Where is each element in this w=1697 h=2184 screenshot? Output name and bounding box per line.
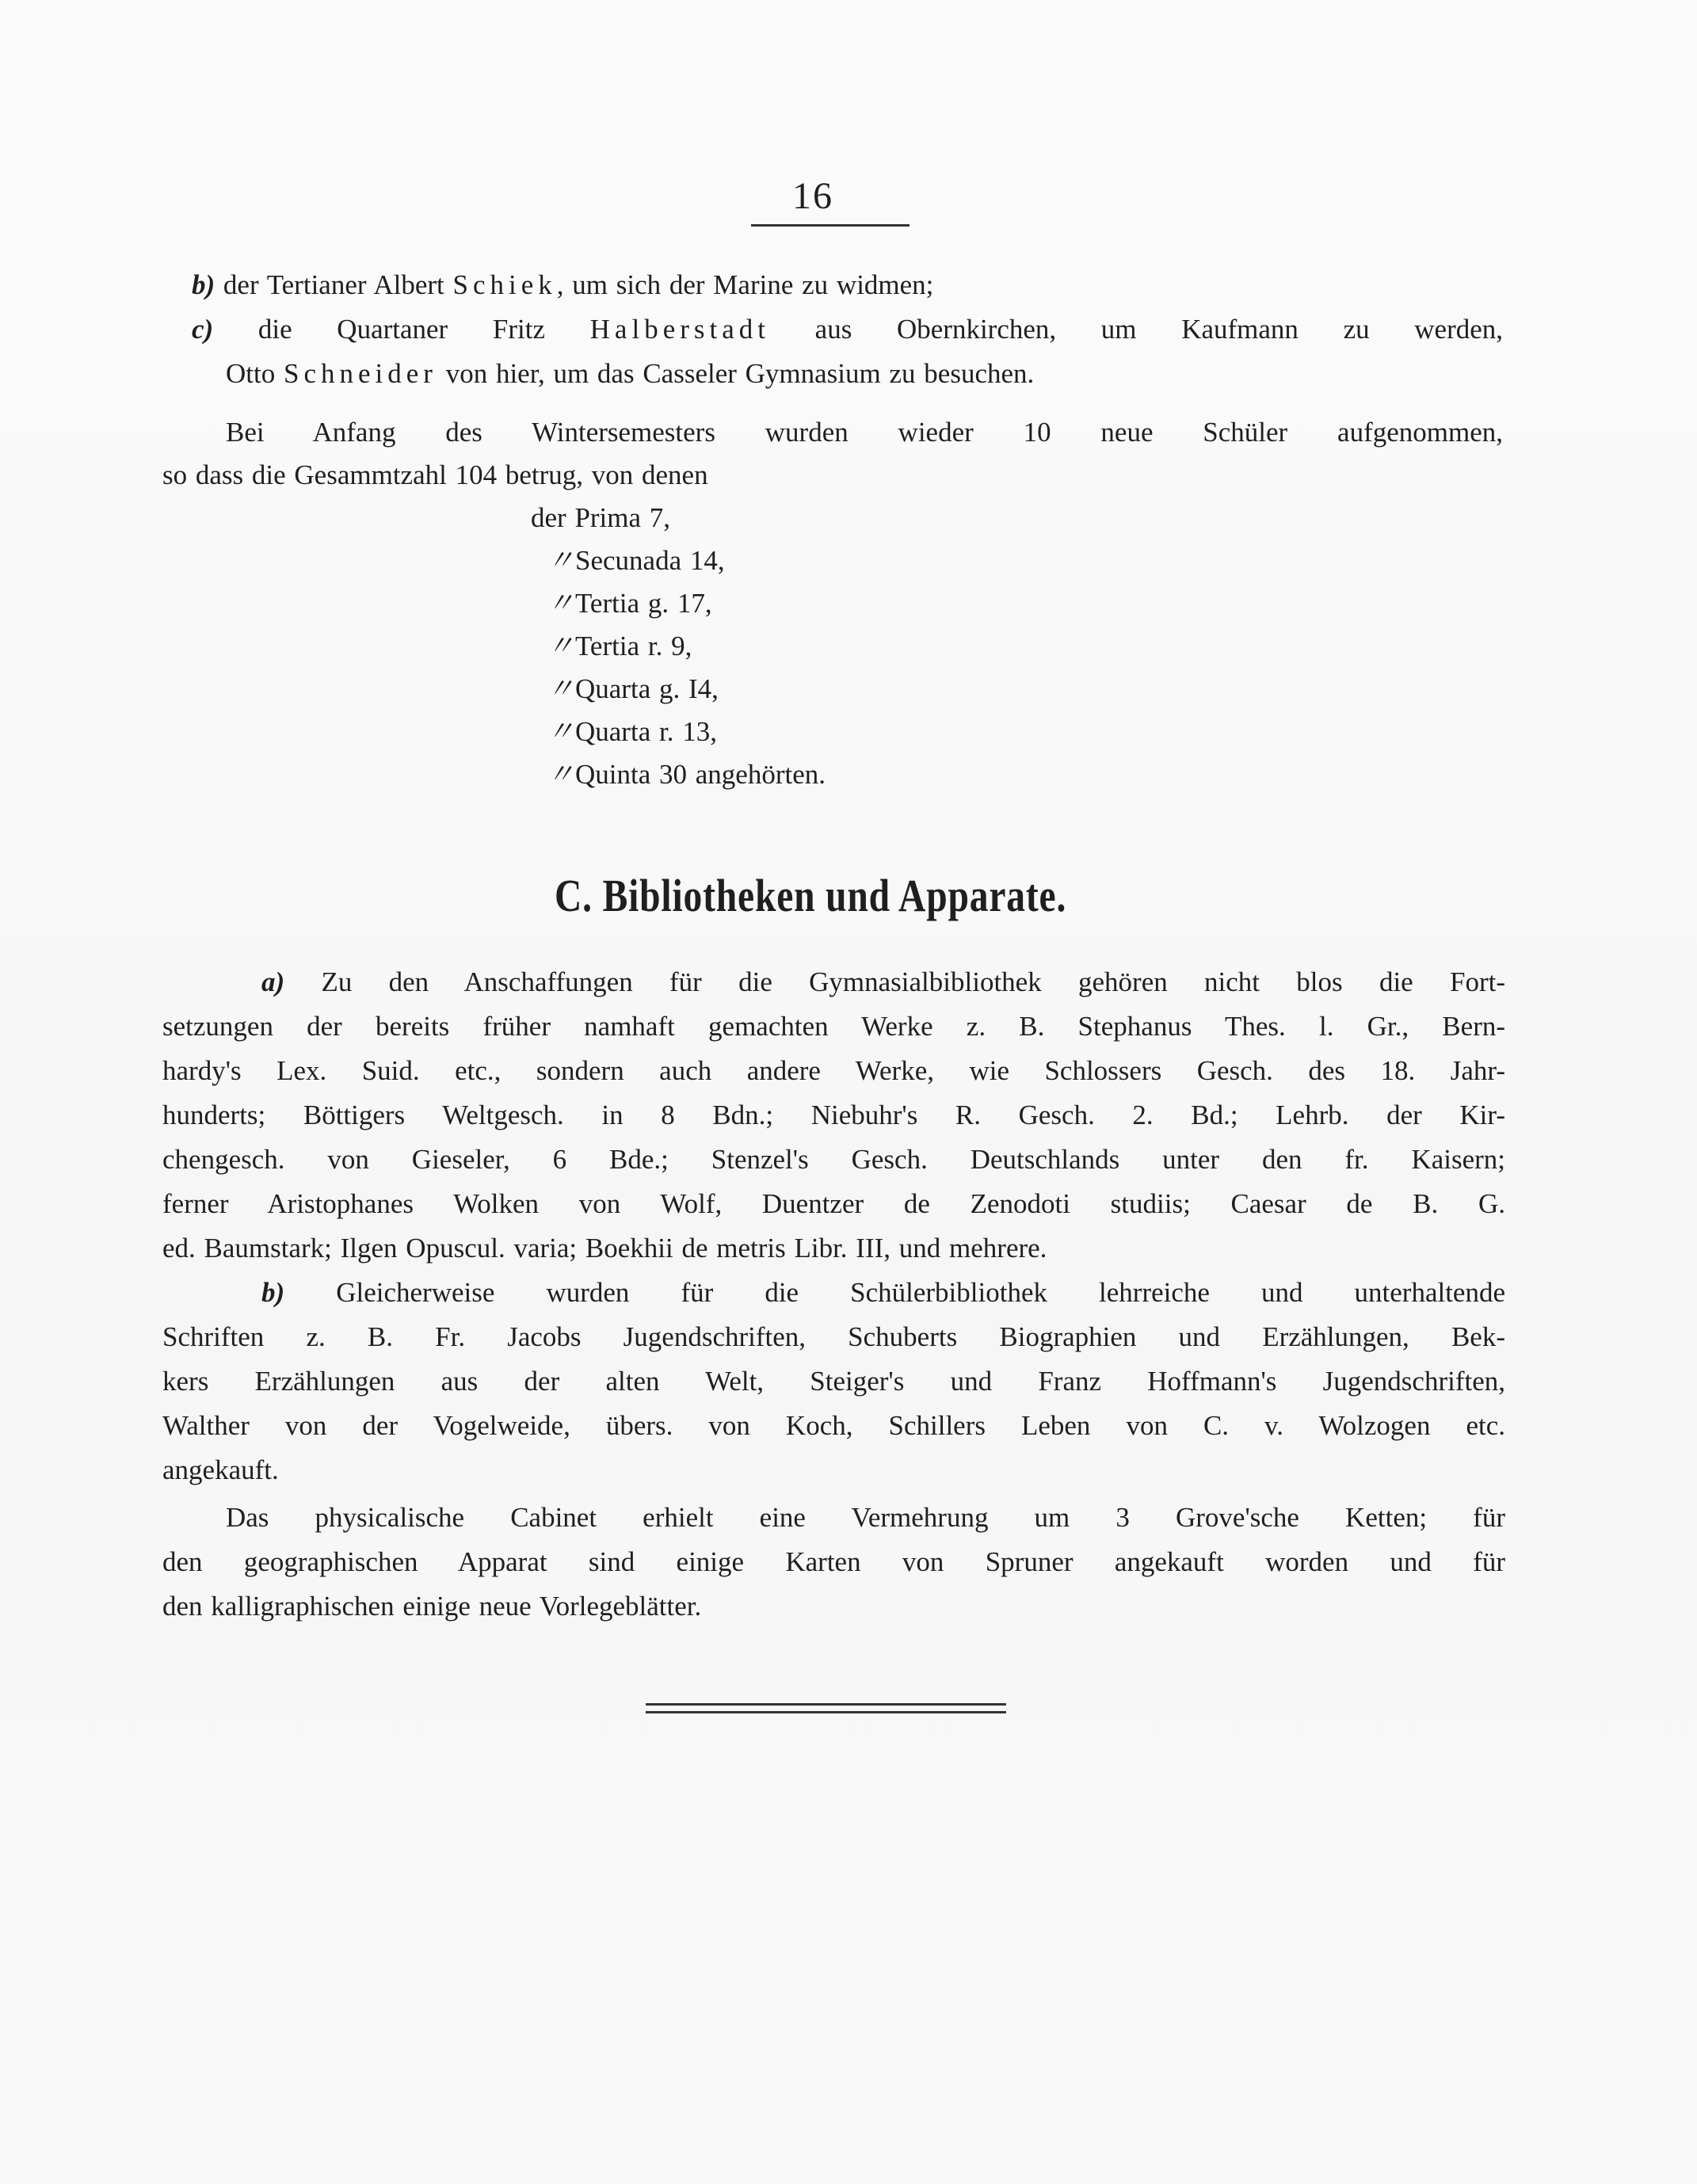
para-b-line (261, 1277, 1505, 1309)
class-list-text: Secunada 14, (575, 545, 725, 576)
para-a-line: hardy's Lex. Suid. etc., sondern auch andere Werke, wie Schlossers Gesch. des 18. Jahr- (162, 1055, 1505, 1086)
class-list-item (547, 631, 692, 662)
text-c2-post: von hier, um das Casseler Gymnasium zu besuchen. (445, 358, 1035, 389)
para-final-line: den kalligraphischen einige neue Vorlegeblätter. (162, 1591, 702, 1622)
item-label-a: a) (261, 966, 285, 997)
para-b-line: Schriften z. B. Fr. Jacobs Jugendschriften, Schuberts Biographien und Erzählungen, Bek- (162, 1321, 1505, 1352)
para-b-line: Walther von der Vogelweide, übers. von Koch, Schillers Leben von C. v. Wolzogen etc. (162, 1410, 1505, 1441)
para-b-line: angekauft. (162, 1454, 279, 1485)
para-a-text: Zu den Anschaffungen für die Gymnasialbibliothek gehören nicht blos die Fort- (321, 966, 1505, 997)
para-a-line: hunderts; Böttigers Weltgesch. in 8 Bdn.; Niebuhr's R. Gesch. 2. Bd.; Lehrb. der Kir- (162, 1100, 1505, 1130)
name-schneider: Schneider (283, 358, 437, 389)
para-a-line: setzungen der bereits früher namhaft gemachten Werke z. B. Stephanus Thes. l. Gr., Bern- (162, 1011, 1505, 1042)
ditto-mark: 〃 (547, 716, 575, 747)
para-b-text: Gleicherweise wurden für die Schülerbibliothek lehrreiche und unterhaltende (336, 1277, 1506, 1308)
ditto-mark: 〃 (547, 673, 575, 704)
class-list-item (547, 759, 826, 791)
text-b-pre: der Tertianer Albert (223, 269, 444, 300)
class-list-text: Quarta r. 13, (575, 716, 717, 747)
ditto-mark: 〃 (547, 759, 575, 790)
item-label-c: c) (192, 314, 214, 345)
divider-rule-bottom (646, 1711, 1006, 1713)
text-c2-pre: Otto (226, 358, 276, 389)
class-list-item (547, 716, 717, 748)
para-a-line: ed. Baumstark; Ilgen Opuscul. varia; Boekhii de metris Libr. III, und mehrere. (162, 1233, 1047, 1264)
ditto-mark: 〃 (547, 545, 575, 576)
name-schiek: Schiek (452, 269, 557, 300)
item-label-b: b) (192, 269, 215, 300)
ditto-mark: 〃 (547, 588, 575, 619)
para-a-line: chengesch. von Gieseler, 6 Bde.; Stenzel's Gesch. Deutschlands unter den fr. Kaisern; (162, 1144, 1505, 1175)
section-heading: C. Bibliotheken und Apparate. (555, 870, 1067, 921)
page-number-rule (751, 224, 910, 227)
class-list-prima: der Prima 7, (531, 502, 671, 533)
line-b-tertianer (192, 269, 933, 301)
class-list-text: Quinta 30 angehörten. (575, 759, 826, 790)
text-b-post: , um sich der Marine zu widmen; (556, 269, 934, 300)
class-list-text: Tertia r. 9, (575, 631, 692, 661)
text-c-post: aus Obernkirchen, um Kaufmann zu werden, (814, 314, 1504, 345)
page-number: 16 (792, 175, 833, 217)
divider-rule-top (646, 1703, 1006, 1706)
para-a-line (261, 966, 1505, 998)
line-c-quartaner (192, 314, 1503, 345)
line-gesammtzahl: so dass die Gesammtzahl 104 betrug, von denen (162, 459, 708, 490)
line-otto-schneider (226, 358, 1034, 390)
class-list-text: Tertia g. 17, (575, 588, 712, 619)
name-halberstadt: Halberstadt (589, 314, 770, 345)
para-a-line: ferner Aristophanes Wolken von Wolf, Duentzer de Zenodoti studiis; Caesar de B. G. (162, 1188, 1505, 1219)
line-wintersemester: Bei Anfang des Wintersemesters wurden wieder 10 neue Schüler aufgenommen, (226, 417, 1503, 448)
class-list-item (547, 588, 712, 619)
para-final-line: Das physicalische Cabinet erhielt eine Vermehrung um 3 Grove'sche Ketten; für (226, 1502, 1505, 1533)
text-c-pre: die Quartaner Fritz (257, 314, 545, 345)
class-list-item (547, 545, 725, 577)
class-list-text: Quarta g. I4, (575, 673, 719, 704)
class-list-item (547, 673, 719, 705)
ditto-mark: 〃 (547, 631, 575, 661)
item-label-b2: b) (261, 1277, 285, 1308)
para-b-line: kers Erzählungen aus der alten Welt, Steiger's und Franz Hoffmann's Jugendschriften, (162, 1366, 1505, 1397)
para-final-line: den geographischen Apparat sind einige Karten von Spruner angekauft worden und für (162, 1546, 1505, 1577)
